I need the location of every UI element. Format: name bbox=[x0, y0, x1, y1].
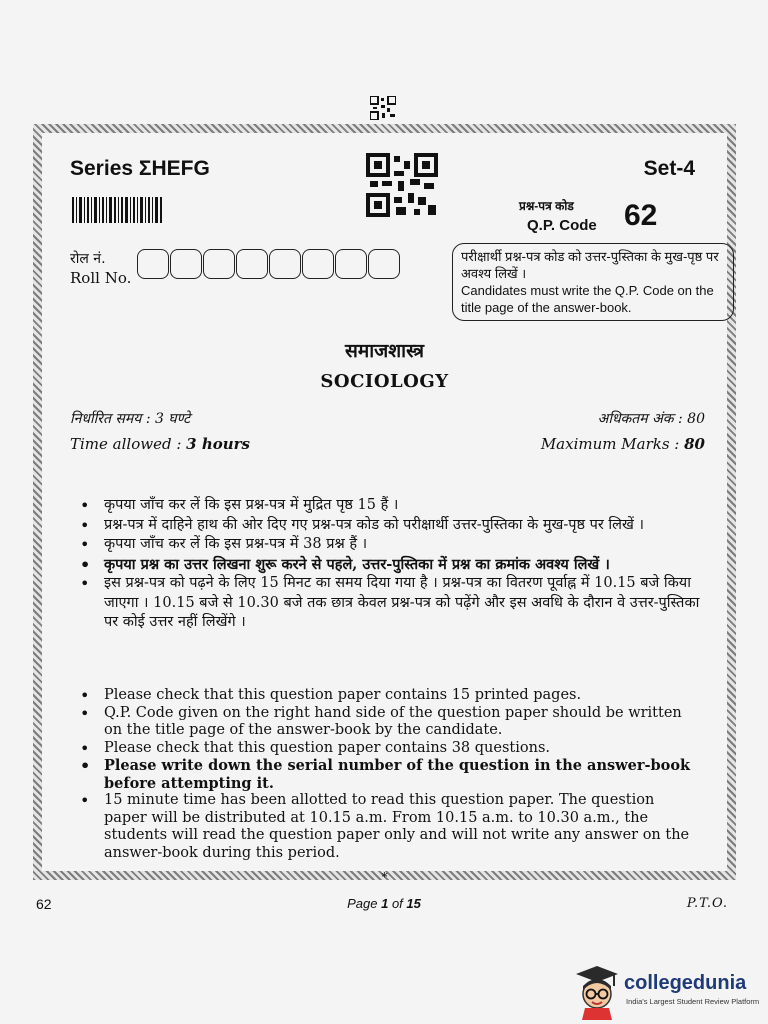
page-prefix: Page bbox=[347, 896, 382, 911]
collegedunia-watermark bbox=[572, 962, 760, 1022]
roll-digit-box[interactable] bbox=[302, 249, 334, 279]
qp-code-notice-box bbox=[452, 243, 734, 321]
time-allowed-value: 3 hours bbox=[186, 435, 250, 453]
roll-digit-box[interactable] bbox=[368, 249, 400, 279]
roll-digit-box[interactable] bbox=[236, 249, 268, 279]
max-marks-hindi: अधिकतम अंक : 80 bbox=[597, 411, 705, 427]
series-code: ΣHEFG bbox=[138, 157, 210, 180]
subject-title: SOCIOLOGY bbox=[320, 371, 449, 392]
qp-code-value: 62 bbox=[624, 199, 658, 232]
max-marks-label: Maximum Marks : bbox=[540, 435, 685, 453]
brand-tagline: India's Largest Student Review Platform bbox=[626, 997, 760, 1006]
page-mid: of bbox=[388, 896, 407, 911]
max-marks bbox=[541, 435, 705, 453]
page-current: 1 bbox=[381, 896, 389, 911]
instructions-english-list bbox=[80, 687, 700, 862]
page-total: 15 bbox=[406, 896, 421, 911]
instruction-item: • 15 minute time has been allotted to read this question paper. The question paper will be distributed at 10.15 a.m. From 10.15 a.m. to 10.30 a.m., the students will read the question paper only and will not write any answer on the answer-book during this period. bbox=[80, 792, 700, 862]
section-divider: * bbox=[381, 870, 388, 884]
qp-code-label: Q.P. Code bbox=[527, 217, 597, 234]
roll-digit-box[interactable] bbox=[203, 249, 235, 279]
instruction-item: • कृपया जाँच कर लें कि इस प्रश्न-पत्र में मुद्रित पृष्ठ 15 हैं । bbox=[80, 496, 700, 516]
roll-digit-box[interactable] bbox=[137, 249, 169, 279]
time-allowed bbox=[70, 435, 250, 453]
roll-label: Roll No. bbox=[70, 269, 132, 287]
instruction-item: • Please write down the serial number of the question in the answer-book before attempting it. bbox=[80, 757, 700, 792]
instruction-item: • इस प्रश्न-पत्र को पढ़ने के लिए 15 मिनट का समय दिया गया है । प्रश्न-पत्र का वितरण पूर्वाह्न में 10.15 बजे किया जाएगा । 10.15 बजे से 10.30 बजे तक छात्र केवल प्रश्न-पत्र को पढ़ेंगे और इस अवधि के दौरान वे उत्तर-पुस्तिका पर कोई उत्तर नहीं लिखेंगे । bbox=[80, 574, 700, 633]
instruction-item: • Please check that this question paper contains 15 printed pages. bbox=[80, 687, 700, 705]
instruction-item: • Q.P. Code given on the right hand side of the question paper should be written on the title page of the answer-book by the candidate. bbox=[80, 705, 700, 740]
qr-code-icon bbox=[366, 153, 438, 217]
series-text: Series bbox=[70, 157, 134, 180]
notice-english: Candidates must write the Q.P. Code on the title page of the answer-book. bbox=[461, 283, 714, 315]
notice-hindi: परीक्षार्थी प्रश्न-पत्र कोड को उत्तर-पुस्तिका के मुख-पृष्ठ पर अवश्य लिखें । bbox=[461, 249, 719, 281]
time-allowed-hindi: निर्धारित समय : 3 घण्टे bbox=[70, 411, 191, 427]
roll-label-hindi: रोल नं. bbox=[70, 251, 106, 267]
roll-digit-box[interactable] bbox=[269, 249, 301, 279]
instruction-item: • प्रश्न-पत्र में दाहिने हाथ की ओर दिए गए प्रश्न-पत्र कोड को परीक्षार्थी उत्तर-पुस्तिका के मुख-पृष्ठ पर लिखें । bbox=[80, 516, 700, 536]
roll-digit-box[interactable] bbox=[335, 249, 367, 279]
barcode-icon bbox=[72, 197, 162, 223]
roll-digit-box[interactable] bbox=[170, 249, 202, 279]
student-mascot-icon bbox=[572, 962, 622, 1020]
instruction-item: • कृपया जाँच कर लें कि इस प्रश्न-पत्र में 38 प्रश्न हैं । bbox=[80, 535, 700, 555]
pto-label: P.T.O. bbox=[686, 896, 728, 911]
brand-name: collegedunia bbox=[624, 972, 747, 994]
qr-code-small-icon bbox=[370, 96, 396, 120]
footer-qp-code: 62 bbox=[36, 896, 52, 912]
time-allowed-label: Time allowed : bbox=[70, 435, 187, 453]
decorative-page-border bbox=[33, 124, 736, 884]
roll-number-boxes bbox=[137, 249, 400, 279]
series-label bbox=[70, 157, 210, 181]
cover-page bbox=[42, 133, 727, 884]
instructions-hindi-list bbox=[80, 496, 700, 633]
subject-title-hindi: समाजशास्त्र bbox=[345, 340, 424, 362]
page-indicator bbox=[0, 896, 768, 911]
instruction-item: • कृपया प्रश्न का उत्तर लिखना शुरू करने से पहले, उत्तर-पुस्तिका में प्रश्न का क्रमांक अवश्य लिखें । bbox=[80, 555, 700, 575]
instruction-item: • Please check that this question paper contains 38 questions. bbox=[80, 740, 700, 758]
qp-code-label-hindi: प्रश्न-पत्र कोड bbox=[519, 199, 574, 213]
set-label: Set-4 bbox=[643, 157, 695, 180]
max-marks-value: 80 bbox=[684, 435, 705, 453]
